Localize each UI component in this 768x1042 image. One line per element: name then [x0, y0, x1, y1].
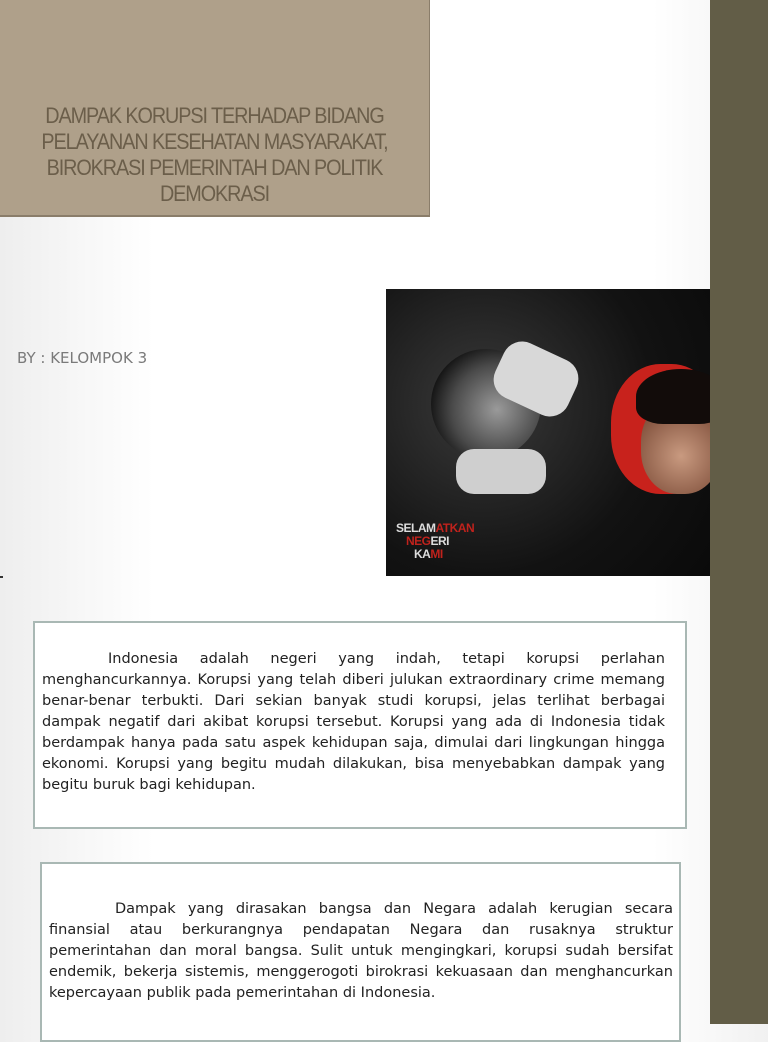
- decorative-sidebar: [710, 0, 768, 1024]
- paragraph-1: Indonesia adalah negeri yang indah, tetapi korupsi perlahan menghancurkannya. Korupsi yang telah diberi julukan extraordinary crime memang benar-benar terbukti. Dari sekian banyak studi korupsi, jelas terlihat berbagai dampak negatif dari akibat korupsi tersebut. Korupsi yang ada di Indonesia tidak berdampak hanya pada satu aspek kehidupan saja, dimulai dari lingkungan hingga ekonomi. Korupsi yang begitu mudah dilakukan, bisa menyebabkan dampak yang begitu buruk bagi kehidupan.: [42, 651, 665, 793]
- marker: [0, 576, 3, 578]
- photo-logo: SELAMATKAN NEGERI KAMI: [396, 521, 475, 561]
- photo-hair: [636, 369, 710, 424]
- text-box-1: [33, 621, 687, 829]
- text-box-2: [40, 862, 681, 1042]
- photo-shirt: [456, 449, 546, 494]
- slide-title: DAMPAK KORUPSI TERHADAP BIDANG PELAYANAN KESEHATAN MASYARAKAT, BIROKRASI PEMERINTAH DAN POLITIK DEMOKRASI: [41, 103, 388, 206]
- paragraph-2: Dampak yang dirasakan bangsa dan Negara adalah kerugian secara finansial atau berkurangnya pendapatan Negara dan rusaknya struktur pemerintahan dan moral bangsa. Sulit untuk mengingkari, korupsi sudah bersifat endemik, bekerja sistemis, menggerogoti birokrasi kekuasaan dan menghancurkan kepercayaan publik pada pemerintahan di Indonesia.: [49, 901, 673, 1001]
- title-box: [0, 0, 430, 217]
- slide-photo: [386, 289, 710, 576]
- byline: BY : KELOMPOK 3: [17, 349, 148, 367]
